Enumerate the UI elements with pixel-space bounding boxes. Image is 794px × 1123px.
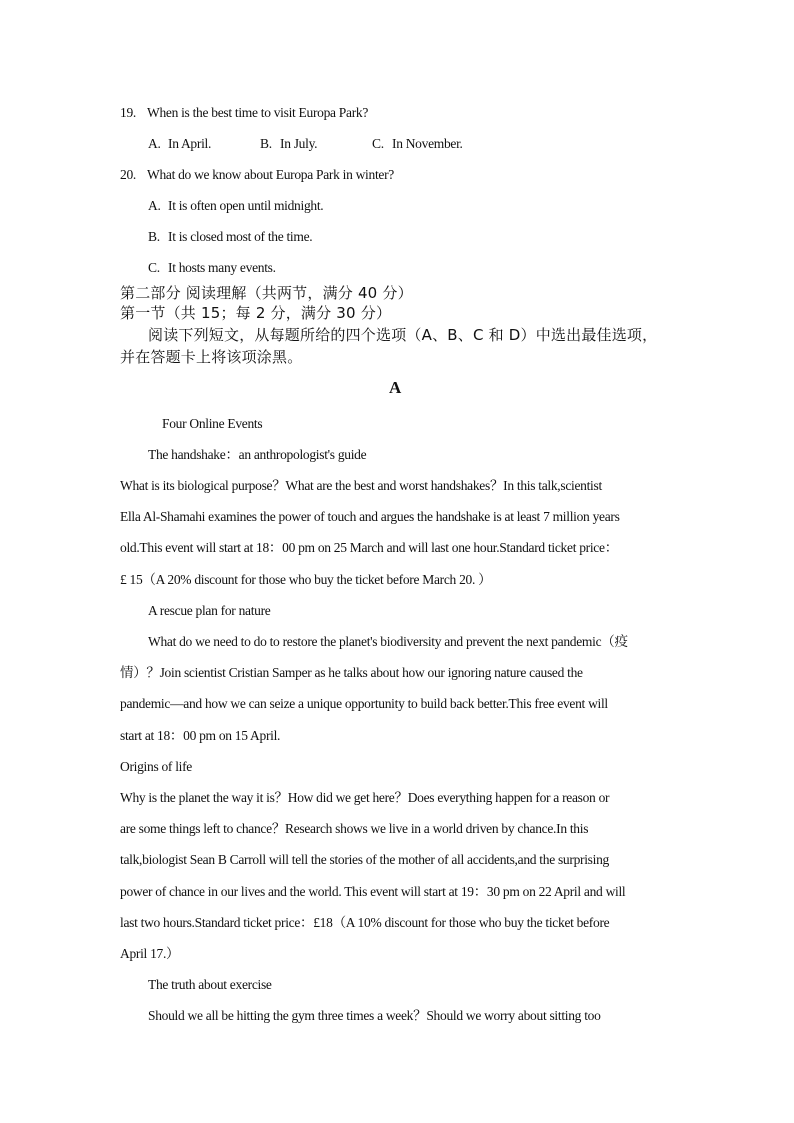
- passage-line: What is its biological purpose？What are the best and worst handshakes？In this talk,scientist: [120, 478, 602, 493]
- question-20-option-b[interactable]: B. It is closed most of the time.: [148, 229, 313, 244]
- question-number: 20.: [120, 167, 136, 182]
- passage-line: April 17.）: [120, 946, 180, 961]
- passage-line: pandemic—and how we can seize a unique opportunity to build back better.This free event will: [120, 696, 608, 711]
- option-a[interactable]: A. In April.: [148, 136, 212, 151]
- passage-line: Ella Al-Shamahi examines the power of touch and argues the handshake is at least 7 million years: [120, 509, 620, 524]
- question-text: When is the best time to visit Europa Park?: [147, 105, 369, 120]
- question-number: 19.: [120, 105, 136, 120]
- passage-line: old.This event will start at 18：00 pm on 25 March and will last one hour.Standard ticket price：: [120, 540, 618, 555]
- event-heading-origins: Origins of life: [120, 759, 192, 774]
- section1-heading: 第一节（共 15；每 2 分，满分 30 分）: [120, 304, 392, 322]
- event-heading-handshake: The handshake：an anthropologist's guide: [148, 447, 367, 462]
- question-19: [120, 105, 368, 121]
- question-20: [120, 167, 394, 183]
- option-c[interactable]: C. In November.: [372, 136, 463, 151]
- question-text: What do we know about Europa Park in winter?: [147, 167, 394, 182]
- question-19-options: [148, 136, 463, 152]
- passage-line: Should we all be hitting the gym three times a week？Should we worry about sitting too: [148, 1008, 601, 1023]
- passage-line: power of chance in our lives and the world. This event will start at 19：30 pm on 22 April and will: [120, 884, 626, 899]
- event-heading-rescue: A rescue plan for nature: [148, 603, 271, 618]
- passage-line: are some things left to chance？Research shows we live in a world driven by chance.In this: [120, 821, 589, 836]
- passage-title: Four Online Events: [162, 416, 263, 431]
- event-heading-exercise: The truth about exercise: [148, 977, 272, 992]
- question-20-option-a[interactable]: A. It is often open until midnight.: [148, 198, 324, 213]
- passage-line: Why is the planet the way it is？How did we get here？Does everything happen for a reason or: [120, 790, 610, 805]
- passage-line: 情）？Join scientist Cristian Samper as he talks about how our ignoring nature caused the: [120, 665, 583, 680]
- passage-letter: A: [389, 378, 402, 397]
- passage-line: talk,biologist Sean B Carroll will tell the stories of the mother of all accidents,and the surprising: [120, 852, 609, 867]
- passage-line: last two hours.Standard ticket price：£18（A 10% discount for those who buy the ticket before: [120, 915, 610, 930]
- instruction-line-1: 阅读下列短文，从每题所给的四个选项（A、B、C 和 D）中选出最佳选项，: [148, 326, 658, 344]
- part2-heading: 第二部分 阅读理解（共两节，满分 40 分）: [120, 284, 413, 302]
- passage-line: start at 18：00 pm on 15 April.: [120, 728, 281, 743]
- option-b[interactable]: B. In July.: [260, 136, 318, 151]
- instruction-line-2: 并在答题卡上将该项涂黑。: [120, 348, 303, 366]
- question-20-option-c[interactable]: C. It hosts many events.: [148, 260, 276, 275]
- passage-line: What do we need to do to restore the planet's biodiversity and prevent the next pandemic（疫: [148, 634, 628, 649]
- passage-line: £ 15（A 20% discount for those who buy the ticket before March 20. ）: [120, 572, 492, 587]
